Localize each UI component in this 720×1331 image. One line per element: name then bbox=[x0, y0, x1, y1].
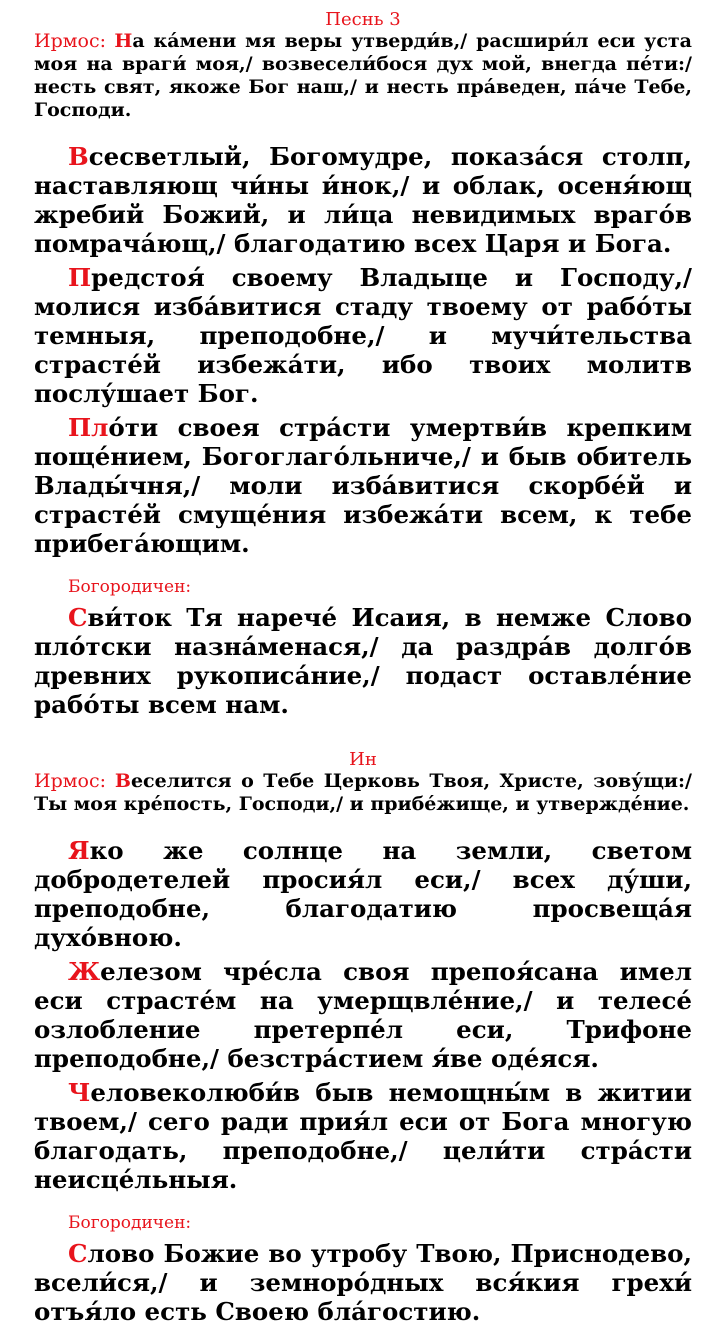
troparion-initial: Пл bbox=[68, 413, 109, 442]
troparion-initial: Ч bbox=[68, 1078, 91, 1107]
irmos-initial: Н bbox=[114, 30, 133, 52]
canon2-troparion-2 bbox=[34, 957, 692, 1073]
troparion-initial: В bbox=[68, 142, 89, 171]
canon2-troparion-3 bbox=[34, 1078, 692, 1194]
troparion-3 bbox=[34, 413, 692, 558]
bogorodichen-troparion bbox=[34, 603, 692, 719]
ode-title: Песнь 3 bbox=[325, 9, 401, 30]
irmos-text: а ка́мени мя веры утверди́в,/ расшири́л еси уста моя на враги́ моя,/ возвесели́бося дух мой, внегда пе́ти:/ несть свят, якоже Бог наш,/ и несть пра́веден, па́че Тебе, Господи. bbox=[34, 30, 692, 121]
troparion-2 bbox=[34, 263, 692, 408]
bogorodichen-initial: С bbox=[68, 603, 88, 632]
troparion-text: сесветлый, Богомудре, показа́ся столп, наставляющ чи́ны и́нок,/ и облак, осеня́ющ жребий Божий, и ли́ца невидимых враго́в помрача́ющ,/ благодатию всех Царя и Бога. bbox=[34, 142, 692, 258]
troparion-text: о́ти своея стра́сти умертви́в крепким поще́нием, Богоглаго́льниче,/ и быв обитель Влады́чня,/ моли изба́витися скорбе́й и страсте́й смуще́ния избежа́ти всем, к тебе прибега́ющим. bbox=[34, 413, 692, 558]
troparion-initial: Я bbox=[68, 836, 90, 865]
canon2-title: Ин bbox=[349, 749, 377, 770]
bogorodichen-text: лово Божие во утробу Твою, Приснодево, всели́ся,/ и земноро́дных вся́кия грехи́ отъя́ло есть Своею бла́гостию. bbox=[34, 1239, 692, 1326]
irmos bbox=[34, 30, 692, 122]
canon2-bogorodichen-troparion bbox=[34, 1239, 692, 1326]
bogorodichen-initial: С bbox=[68, 1239, 88, 1268]
canon2-troparion-1 bbox=[34, 836, 692, 952]
troparion-text: еловеколюби́в быв немощны́м в житии твоем,/ сего ради прия́л еси от Бога многую благодать, преподобне,/ цели́ти стра́сти неисце́льныя. bbox=[34, 1078, 692, 1194]
page bbox=[34, 10, 692, 1331]
troparion-1 bbox=[34, 142, 692, 258]
troparion-text: ко же солнце на земли, светом добродетелей просия́л еси,/ всех ду́ши, преподобне, благодатию просвеща́я духо́вною. bbox=[34, 836, 692, 952]
irmos-initial: В bbox=[114, 770, 131, 792]
troparion-text: елезом чре́сла своя препоя́сана имел еси страсте́м на умерщвле́ние,/ и телесе́ озлобление претерпе́л еси, Трифоне преподобне,/ безстра́стием я́ве оде́яся. bbox=[34, 957, 692, 1073]
canon2-bogorodichen-label: Богородичен: bbox=[68, 1213, 192, 1233]
bogorodichen-text: ви́ток Тя нарече́ Исаия, в немже Слово пло́тски назна́менася,/ да раздра́в долго́в древних рукописа́ние,/ подаст оставле́ние рабо́ты всем нам. bbox=[34, 603, 692, 719]
irmos-label: Ирмос: bbox=[34, 30, 115, 52]
irmos-label: Ирмос: bbox=[34, 770, 115, 792]
troparion-initial: Ж bbox=[68, 957, 101, 986]
bogorodichen-label: Богородичен: bbox=[68, 577, 192, 597]
canon2-irmos bbox=[34, 770, 692, 816]
irmos-text: еселится о Тебе Церковь Твоя, Христе, зову́щи:/ Ты моя кре́пость, Господи,/ и прибе́жище, и утвержде́ние. bbox=[34, 770, 692, 815]
troparion-initial: П bbox=[68, 263, 92, 292]
troparion-text: редстоя́ своему Владыце и Господу,/ молися изба́витися стаду твоему от рабо́ты темныя, преподобне,/ и мучи́тельства страсте́й избежа́ти, ибо твоих молитв послу́шает Бог. bbox=[34, 263, 692, 408]
